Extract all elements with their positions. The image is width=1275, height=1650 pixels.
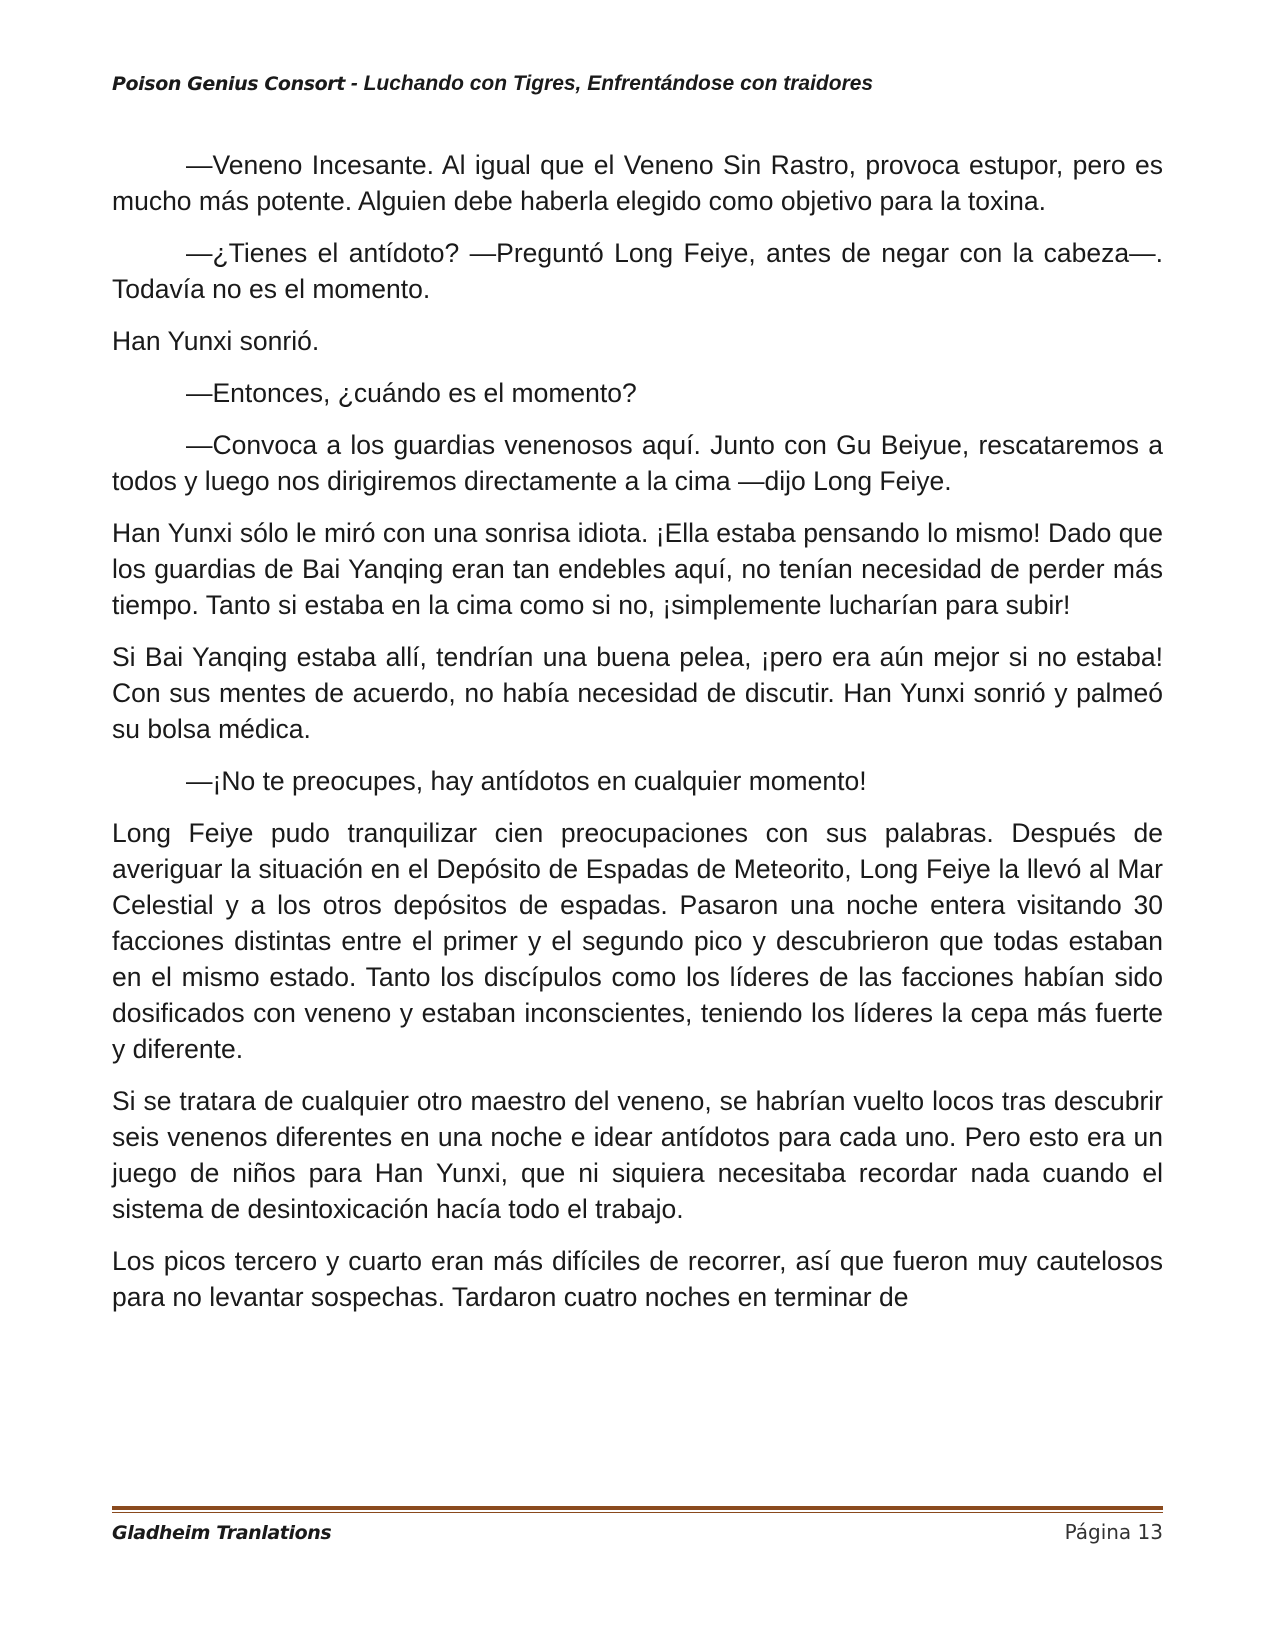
paragraph: —¿Tienes el antídoto? —Preguntó Long Feiye, antes de negar con la cabeza—. Todavía no es el momento. xyxy=(112,238,1163,304)
paragraph: Los picos tercero y cuarto eran más difíciles de recorrer, así que fueron muy cautelosos para no levantar sospechas. Tardaron cuatro noches en terminar de xyxy=(112,1246,1163,1312)
paragraph: —Convoca a los guardias venenosos aquí. Junto con Gu Beiyue, rescataremos a todos y luego nos dirigiremos directamente a la cima —dijo Long Feiye. xyxy=(112,430,1163,496)
body-text xyxy=(112,147,1163,1331)
header-separator: - xyxy=(344,72,364,95)
paragraph: —Entonces, ¿cuándo es el momento? xyxy=(186,378,637,408)
paragraph: —¡No te preocupes, hay antídotos en cualquier momento! xyxy=(186,766,867,796)
paragraph: Si Bai Yanqing estaba allí, tendrían una buena pelea, ¡pero era aún mejor si no estaba! Con sus mentes de acuerdo, no había necesidad de discutir. Han Yunxi sonrió y palmeó su bolsa médica. xyxy=(112,642,1163,744)
paragraph: Long Feiye pudo tranquilizar cien preocupaciones con sus palabras. Después de averiguar la situación en el Depósito de Espadas de Meteorito, Long Feiye la llevó al Mar Celestial y a los otros depósitos de espadas. Pasaron una noche entera visitando 30 facciones distintas entre el primer y el segundo pico y descubrieron que todas estaban en el mismo estado. Tanto los discípulos como los líderes de las facciones habían sido dosificados con veneno y estaban inconscientes, teniendo los líderes la cepa más fuerte y diferente. xyxy=(112,818,1163,1064)
chapter-title: Luchando con Tigres, Enfrentándose con traidores xyxy=(363,72,874,95)
page-header xyxy=(112,72,1162,96)
footer-publisher: Gladheim Tranlations xyxy=(112,1522,332,1544)
page-number: Página 13 xyxy=(1064,1520,1163,1544)
paragraph: Si se tratara de cualquier otro maestro del veneno, se habrían vuelto locos tras descubrir seis venenos diferentes en una noche e idear antídotos para cada uno. Pero esto era un juego de niños para Han Yunxi, que ni siquiera necesitaba recordar nada cuando el sistema de desintoxicación hacía todo el trabajo. xyxy=(112,1086,1163,1224)
footer-divider xyxy=(112,1506,1163,1513)
paragraph: Han Yunxi sólo le miró con una sonrisa idiota. ¡Ella estaba pensando lo mismo! Dado que los guardias de Bai Yanqing eran tan endebles aquí, no tenían necesidad de perder más tiempo. Tanto si estaba en la cima como si no, ¡simplemente lucharían para subir! xyxy=(112,518,1163,620)
paragraph: Han Yunxi sonrió. xyxy=(112,326,320,356)
paragraph: —Veneno Incesante. Al igual que el Veneno Sin Rastro, provoca estupor, pero es mucho más potente. Alguien debe haberla elegido como objetivo para la toxina. xyxy=(112,150,1163,216)
book-title: Poison Genius Consort xyxy=(112,73,345,95)
